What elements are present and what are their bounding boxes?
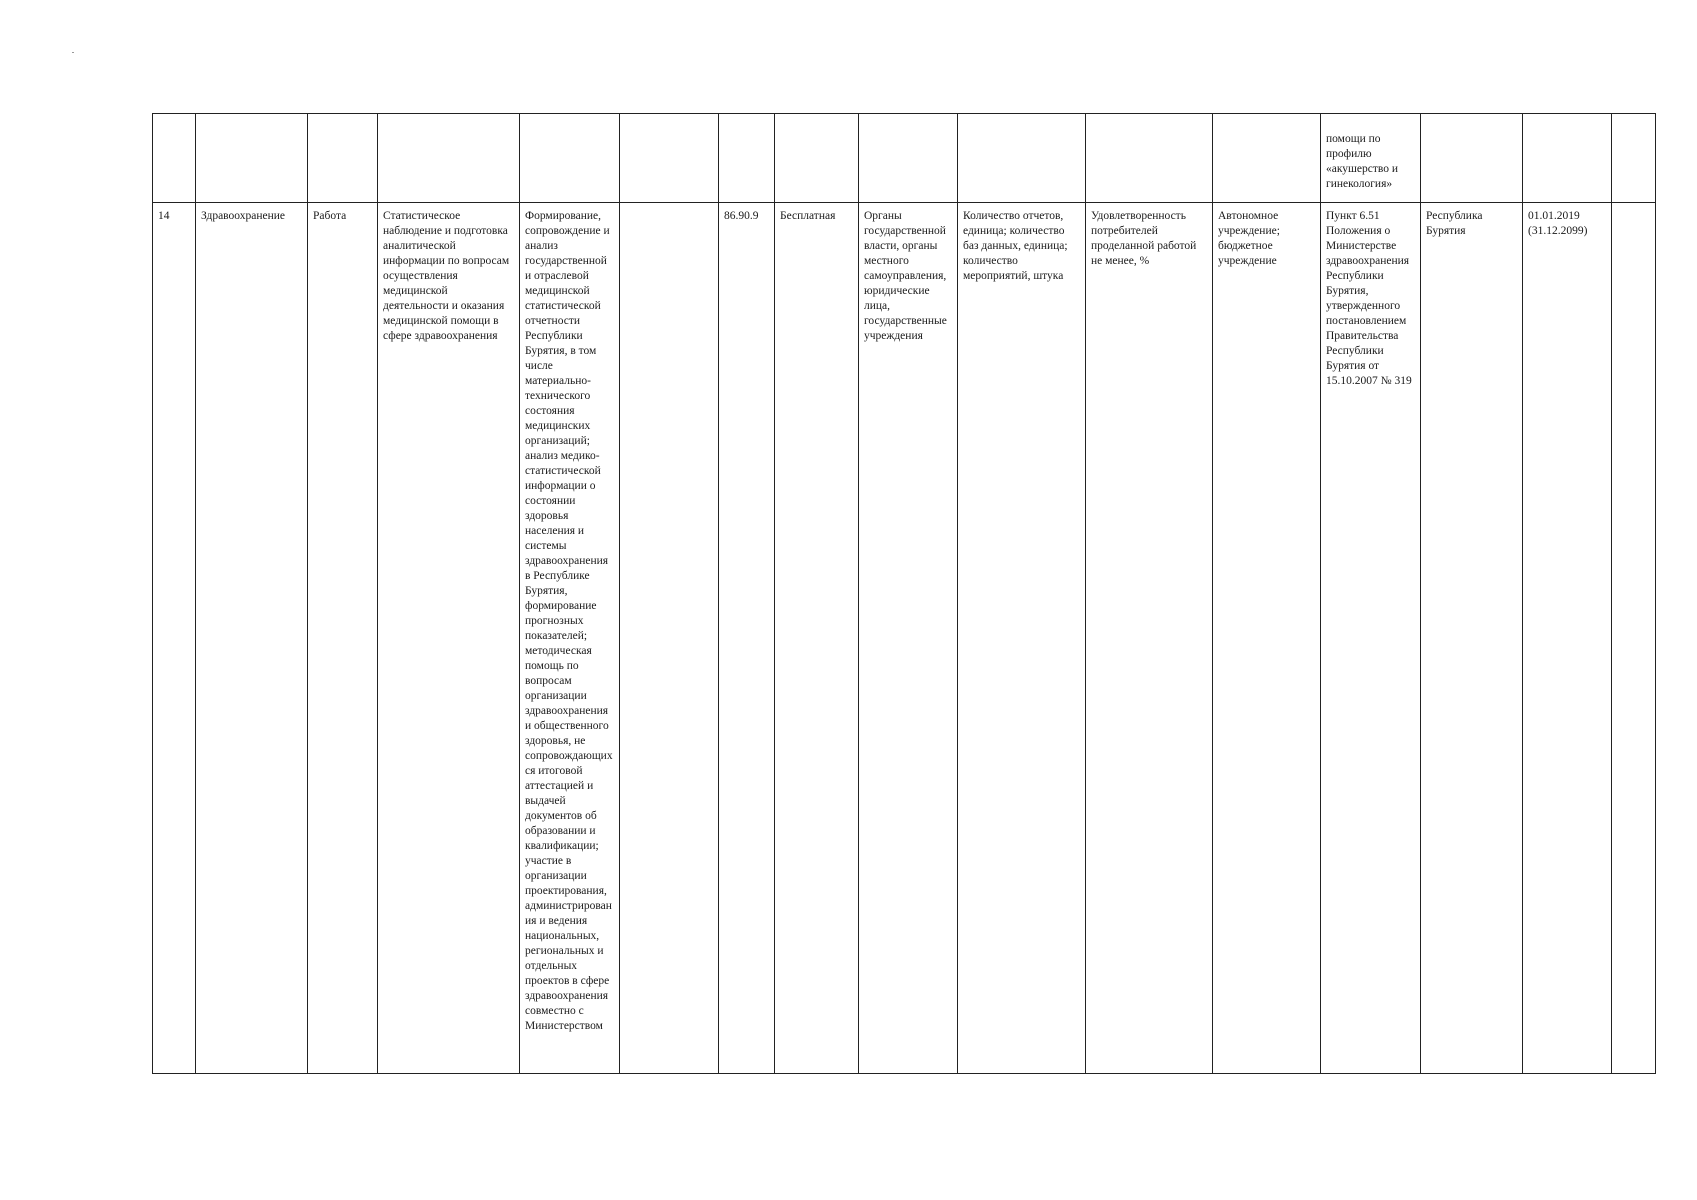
cell-col17 bbox=[1612, 114, 1656, 203]
cell-sphere bbox=[196, 114, 308, 203]
cell-volume-indicators: Количество отчетов, единица; количество баз данных, единица; количество мероприятий, штука bbox=[958, 203, 1086, 1074]
cell-legal-basis: Пункт 6.51 Положения о Министерстве здравоохранения Республики Бурятия, утвержденного постановлением Правительства Республики Бурятия от 15.10.2007 № 319 bbox=[1321, 203, 1421, 1074]
cell-quality-indicators: Удовлетворенность потребителей проделанной работой не менее, % bbox=[1086, 203, 1213, 1074]
cell-type: Работа bbox=[308, 203, 378, 1074]
cell-col6 bbox=[620, 203, 719, 1074]
cell-type bbox=[308, 114, 378, 203]
cell-name bbox=[378, 114, 520, 203]
cell-dates bbox=[1523, 114, 1612, 203]
cell-col6 bbox=[620, 114, 719, 203]
scan-speck bbox=[72, 52, 74, 53]
cell-consumers bbox=[859, 114, 958, 203]
cell-institution-type: Автономное учреждение; бюджетное учреждение bbox=[1213, 203, 1321, 1074]
cell-sphere: Здравоохранение bbox=[196, 203, 308, 1074]
cell-legal-basis: помощи по профилю «акушерство и гинекология» bbox=[1321, 114, 1421, 203]
cell-quality-indicators bbox=[1086, 114, 1213, 203]
cell-region bbox=[1421, 114, 1523, 203]
table-row-continuation bbox=[153, 114, 1656, 203]
cell-payment: Бесплатная bbox=[775, 203, 859, 1074]
cell-number: 14 bbox=[153, 203, 196, 1074]
cell-col17 bbox=[1612, 203, 1656, 1074]
registry-table bbox=[152, 113, 1656, 1074]
cell-consumers: Органы государственной власти, органы местного самоуправления, юридические лица, государственные учреждения bbox=[859, 203, 958, 1074]
cell-dates: 01.01.2019 (31.12.2099) bbox=[1523, 203, 1612, 1074]
cell-number bbox=[153, 114, 196, 203]
cell-okved bbox=[719, 114, 775, 203]
cell-okved: 86.90.9 bbox=[719, 203, 775, 1074]
cell-institution-type bbox=[1213, 114, 1321, 203]
cell-volume-indicators bbox=[958, 114, 1086, 203]
cell-region: Республика Бурятия bbox=[1421, 203, 1523, 1074]
cell-name: Статистическое наблюдение и подготовка аналитической информации по вопросам осуществления медицинской деятельности и оказания медицинской помощи в сфере здравоохранения bbox=[378, 203, 520, 1074]
table-row-14 bbox=[153, 203, 1656, 1074]
cell-content bbox=[520, 114, 620, 203]
cell-content: Формирование, сопровождение и анализ государственной и отраслевой медицинской статистической отчетности Республики Бурятия, в том числе материально-технического состояния медицинских организаций; анализ медико-статистической информации о состоянии здоровья населения и системы здравоохранения в Республике Бурятия, формирование прогнозных показателей; методическая помощь по вопросам организации здравоохранения и общественного здоровья, не сопровождающихся итоговой аттестацией и выдачей документов об образовании и квалификации; участие в организации проектирования, администрирования и ведения национальных, региональных и отдельных проектов в сфере здравоохранения совместно с Министерством bbox=[520, 203, 620, 1074]
cell-payment bbox=[775, 114, 859, 203]
